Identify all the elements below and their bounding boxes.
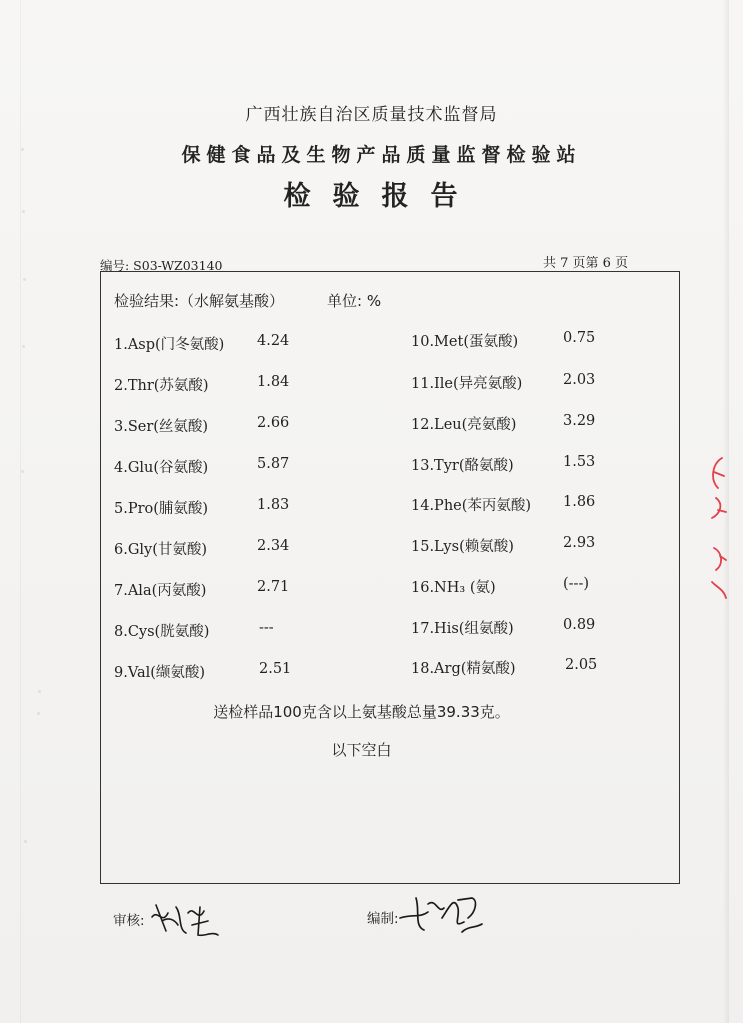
amino-acid-name: 14.Phe(苯丙氨酸): [411, 498, 532, 514]
amino-acid-name: 1.Asp(门冬氨酸): [114, 337, 225, 353]
blank-below-note: 以下空白: [331, 741, 392, 759]
amino-acid-value: 4.24: [257, 333, 290, 349]
amino-acid-value: 2.51: [259, 661, 292, 677]
amino-acid-name: 18.Arg(精氨酸): [411, 661, 516, 677]
report-title: 检验报告: [283, 181, 480, 212]
amino-acid-name: 13.Tyr(酪氨酸): [411, 458, 514, 474]
station-title: 保健食品及生物产品质量监督检验站: [181, 144, 582, 166]
amino-acid-value: 5.87: [257, 456, 290, 472]
amino-acid-name: 6.Gly(甘氨酸): [114, 542, 208, 558]
amino-acid-name: 8.Cys(胱氨酸): [114, 624, 210, 640]
amino-acid-value: (---): [563, 576, 590, 592]
amino-acid-name: 15.Lys(赖氨酸): [411, 539, 514, 555]
reviewer-label: 审核:: [113, 913, 145, 929]
compiler-signature: [398, 888, 486, 940]
amino-acid-name: 5.Pro(脯氨酸): [114, 501, 209, 517]
amino-acid-name: 10.Met(蛋氨酸): [411, 334, 519, 350]
amino-acid-name: 17.His(组氨酸): [411, 621, 514, 637]
amino-acid-value: 1.86: [563, 494, 596, 510]
amino-acid-value: 2.05: [565, 657, 598, 673]
amino-acid-value: 1.84: [257, 374, 290, 390]
amino-acid-value: 3.29: [563, 413, 596, 429]
results-heading: 检验结果:（水解氨基酸）: [114, 292, 285, 310]
bureau-title: 广西壮族自治区质量技术监督局: [245, 105, 498, 125]
amino-acid-value: 2.93: [563, 535, 596, 551]
unit-label: 单位: %: [327, 292, 382, 310]
amino-acid-name: 12.Leu(亮氨酸): [411, 417, 517, 433]
amino-acid-value: 1.83: [257, 497, 290, 513]
amino-acid-name: 4.Glu(谷氨酸): [114, 460, 209, 476]
amino-acid-name: 11.Ile(异亮氨酸): [411, 376, 523, 392]
amino-acid-name: 3.Ser(丝氨酸): [114, 419, 209, 435]
amino-acid-name: 2.Thr(苏氨酸): [114, 378, 209, 394]
amino-acid-value: 0.75: [563, 330, 596, 346]
page-count: 共 7 页第 6 页: [543, 256, 629, 271]
amino-acid-name: 9.Val(缬氨酸): [114, 665, 206, 681]
amino-acid-value: ---: [259, 620, 274, 636]
amino-acid-value: 0.89: [563, 617, 596, 633]
compiler-label: 编制:: [367, 911, 399, 927]
report-number: 编号: S03-WZ03140: [100, 258, 223, 273]
amino-acid-value: 2.03: [563, 372, 596, 388]
amino-acid-value: 2.34: [257, 538, 290, 554]
amino-acid-value: 1.53: [563, 454, 596, 470]
total-summary: 送检样品100克含以上氨基酸总量39.33克。: [213, 703, 510, 721]
red-stamp-fragment: [704, 452, 730, 602]
reviewer-signature: [148, 895, 222, 945]
amino-acid-value: 2.71: [257, 579, 290, 595]
amino-acid-name: 16.NH₃ (氨): [411, 580, 496, 596]
amino-acid-name: 7.Ala(丙氨酸): [114, 583, 207, 599]
amino-acid-value: 2.66: [257, 415, 290, 431]
results-frame: [100, 271, 680, 884]
